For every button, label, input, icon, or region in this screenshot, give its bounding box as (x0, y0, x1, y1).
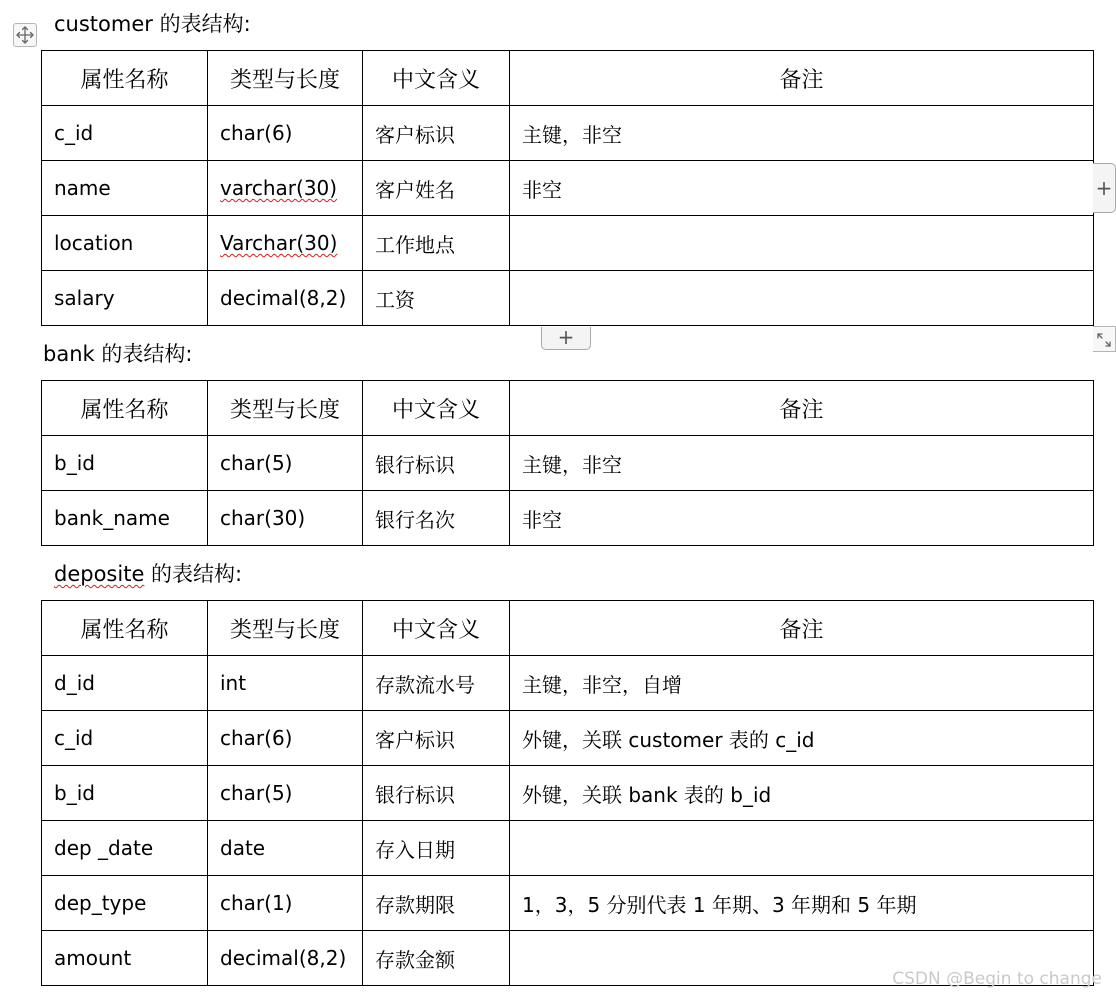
table-header-row (42, 51, 1094, 106)
cell-attr[interactable]: d_id (42, 656, 208, 711)
cell-type[interactable] (208, 216, 363, 271)
header-meaning: 中文含义 (363, 601, 510, 656)
cell-attr[interactable]: b_id (42, 766, 208, 821)
table-header-row (42, 601, 1094, 656)
cell-attr[interactable]: location (42, 216, 208, 271)
table-resize-handle[interactable] (1093, 326, 1116, 352)
table-row (42, 491, 1094, 546)
move-arrows-icon (15, 25, 35, 45)
cell-attr[interactable]: dep _date (42, 821, 208, 876)
cell-attr[interactable]: bank_name (42, 491, 208, 546)
cell-meaning[interactable]: 银行标识 (363, 766, 510, 821)
deposite-table-heading (54, 561, 242, 587)
cell-type[interactable]: char(5) (208, 436, 363, 491)
cell-meaning[interactable]: 存款流水号 (363, 656, 510, 711)
spellcheck-word: varchar(30) (220, 176, 338, 200)
cell-type[interactable] (208, 161, 363, 216)
table-move-handle[interactable] (13, 23, 37, 47)
table-row (42, 161, 1094, 216)
table-row (42, 821, 1094, 876)
table-row (42, 436, 1094, 491)
table-row (42, 216, 1094, 271)
header-attr-name: 属性名称 (42, 601, 208, 656)
table-header-row (42, 381, 1094, 436)
customer-table-heading (54, 11, 251, 37)
cell-notes[interactable] (510, 216, 1094, 271)
cell-meaning[interactable]: 存款金额 (363, 931, 510, 986)
header-type-length: 类型与长度 (208, 381, 363, 436)
cell-meaning[interactable]: 存入日期 (363, 821, 510, 876)
bank-table (41, 380, 1094, 546)
cell-type[interactable]: date (208, 821, 363, 876)
cell-meaning[interactable]: 工作地点 (363, 216, 510, 271)
customer-table-name: customer (54, 12, 153, 36)
cell-type[interactable]: int (208, 656, 363, 711)
header-notes: 备注 (510, 381, 1094, 436)
cell-attr[interactable]: salary (42, 271, 208, 326)
cell-type[interactable]: decimal(8,2) (208, 931, 363, 986)
deposite-heading-suffix: 的表结构: (144, 562, 243, 586)
cell-meaning[interactable]: 存款期限 (363, 876, 510, 931)
table-row (42, 711, 1094, 766)
plus-icon: + (1095, 176, 1113, 200)
cell-attr[interactable]: dep_type (42, 876, 208, 931)
table-row (42, 876, 1094, 931)
cell-attr[interactable]: amount (42, 931, 208, 986)
cell-notes[interactable]: 主键，非空，自增 (510, 656, 1094, 711)
cell-attr[interactable]: name (42, 161, 208, 216)
bank-table-name: bank (43, 342, 95, 366)
cell-notes[interactable]: 1，3，5 分别代表 1 年期、3 年期和 5 年期 (510, 876, 1094, 931)
spellcheck-word: Varchar(30) (220, 231, 338, 255)
insert-row-button[interactable] (541, 327, 591, 350)
plus-icon: + (557, 325, 575, 349)
header-meaning: 中文含义 (363, 381, 510, 436)
deposite-table-name: deposite (54, 562, 145, 586)
header-notes: 备注 (510, 601, 1094, 656)
customer-heading-suffix: 的表结构: (152, 12, 251, 36)
cell-type[interactable]: char(30) (208, 491, 363, 546)
cell-type[interactable]: char(5) (208, 766, 363, 821)
cell-type[interactable]: char(6) (208, 106, 363, 161)
bank-heading-suffix: 的表结构: (94, 342, 193, 366)
cell-meaning[interactable]: 客户标识 (363, 711, 510, 766)
cell-type[interactable]: char(1) (208, 876, 363, 931)
cell-notes[interactable]: 主键，非空 (510, 106, 1094, 161)
cell-type[interactable]: char(6) (208, 711, 363, 766)
diagonal-resize-icon (1095, 331, 1113, 349)
insert-column-button[interactable] (1093, 163, 1116, 213)
header-attr-name: 属性名称 (42, 51, 208, 106)
cell-attr[interactable]: c_id (42, 711, 208, 766)
cell-notes[interactable] (510, 271, 1094, 326)
header-attr-name: 属性名称 (42, 381, 208, 436)
header-meaning: 中文含义 (363, 51, 510, 106)
header-notes: 备注 (510, 51, 1094, 106)
cell-notes[interactable]: 外键，关联 customer 表的 c_id (510, 711, 1094, 766)
table-row (42, 271, 1094, 326)
cell-meaning[interactable]: 银行名次 (363, 491, 510, 546)
table-row (42, 656, 1094, 711)
cell-meaning[interactable]: 客户姓名 (363, 161, 510, 216)
cell-type[interactable]: decimal(8,2) (208, 271, 363, 326)
cell-notes[interactable]: 非空 (510, 491, 1094, 546)
header-type-length: 类型与长度 (208, 601, 363, 656)
watermark: CSDN @Begin to change (892, 969, 1102, 989)
cell-meaning[interactable]: 银行标识 (363, 436, 510, 491)
cell-notes[interactable]: 主键，非空 (510, 436, 1094, 491)
cell-meaning[interactable]: 客户标识 (363, 106, 510, 161)
cell-attr[interactable]: c_id (42, 106, 208, 161)
cell-notes[interactable] (510, 821, 1094, 876)
customer-table (41, 50, 1094, 326)
deposite-table (41, 600, 1094, 986)
table-row (42, 106, 1094, 161)
cell-meaning[interactable]: 工资 (363, 271, 510, 326)
table-row (42, 766, 1094, 821)
bank-table-heading (43, 341, 192, 367)
cell-notes[interactable]: 非空 (510, 161, 1094, 216)
cell-attr[interactable]: b_id (42, 436, 208, 491)
cell-notes[interactable]: 外键，关联 bank 表的 b_id (510, 766, 1094, 821)
header-type-length: 类型与长度 (208, 51, 363, 106)
